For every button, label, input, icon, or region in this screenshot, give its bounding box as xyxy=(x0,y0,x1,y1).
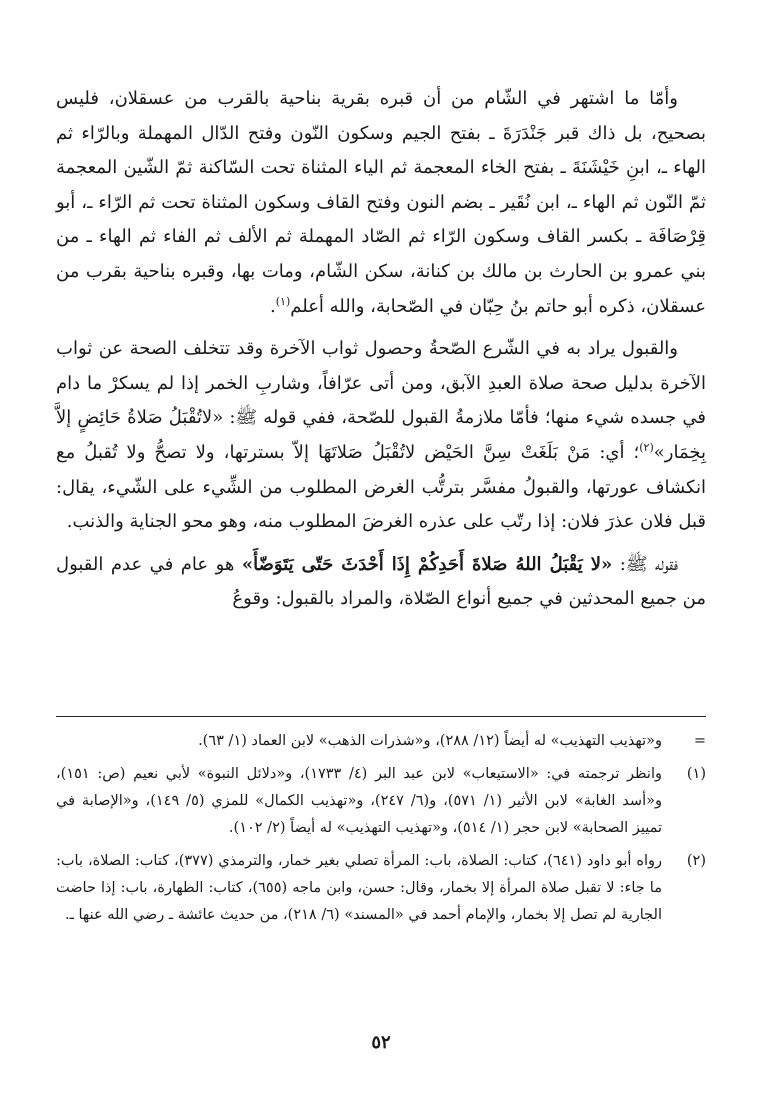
paragraph-1 xyxy=(56,82,706,324)
paragraph-3 xyxy=(56,548,706,617)
paragraph-3-text-a: فقوله ﷺ: xyxy=(612,553,678,575)
paragraph-2-text-a: والقبول يراد به في الشّرع الصّحةُ وحصول ثواب الآخرة وقد تتخلف الصحة عن ثواب الآخرة بدليل صحة صلاة العبدِ الآبق، ومن أتى عرّافاً، وشاربِ الخمر إذا لم يسكرْ ما دام في جسده شيء منها؛ فأمّا ملازمةُ القبول للصّحة، ففي قوله ﷺ: «لاتُقْبَلُ صَلاةُ حَائِضٍ إلاَّ بِخِمَار» xyxy=(56,338,706,463)
footnote-text: رواه أبو داود (٦٤١)، كتاب: الصلاة، باب: المرأة تصلي بغير خمار، والترمذي (٣٧٧)، كتاب: الصلاة، باب: ما جاء: لا تقبل صلاة المرأة إلا بخمار، وقال: حسن، وابن ماجه (٦٥٥)، كتاب: الطهارة، باب: إذا حاضت الجارية لم تصل إلا بخمار، والإمام أحمد في «المسند» (٦/ ٢١٨)، من حديث عائشة ـ رضي الله عنها ـ. xyxy=(56,853,662,923)
footnote-1 xyxy=(56,761,706,842)
paragraph-2-text-b: ؛ أي: مَنْ بَلَغَتْ سِنَّ الحَيْض لاتُقْبَلُ صَلاتَهَا إلاّ بسترتها، ولا تصحُّ ولا تُقبلُ مع انكشاف عورتها، والقبولُ مفسَّر بترتُّب الغرض المطلوب من الشِّيء على الشّيء، يقال: قبل فلان عذرَ فلان: إذا رتّب على عذره الغرضَ المطلوب منه، وهو محو الجناية والذنب. xyxy=(56,441,706,533)
main-text xyxy=(56,82,706,617)
paragraph-2 xyxy=(56,332,706,540)
hadith-quote: «لا يَقْبَلُ اللهُ صَلاةَ أَحَدِكُمْ إِذَا أَحْدَثَ حَتّى يَتَوَضّأَ» xyxy=(241,553,613,575)
footnote-continuation xyxy=(56,728,706,755)
footnote-divider xyxy=(56,716,706,717)
footnote-text: وانظر ترجمته في: «الاستيعاب» لابن عبد البر (٤/ ١٧٣٣)، و«دلائل النبوة» لأبي نعيم (ص: ١٥١)، و«أسد الغابة» لابن الأثير (١/ ٥٧١)، و(٦/ ٢٤٧)، و«تهذيب الكمال» للمزي (٥/ ١٤٩)، و«الإصابة في تمييز الصحابة» لابن حجر (١/ ٥١٤)، و«تهذيب التهذيب» له أيضاً (٢/ ١٠٢). xyxy=(56,766,662,836)
footnote-text: و«تهذيب التهذيب» له أيضاً (١٢/ ٢٨٨)، و«شذرات الذهب» لابن العماد (١/ ٦٣). xyxy=(198,733,662,749)
footnotes-section xyxy=(56,728,706,935)
paragraph-1-text: وأمّا ما اشتهر في الشّام من أن قبره بقرية بناحية بالقرب من عسقلان، فليس بصحيح، بل ذاك قبر جَنْدَرَةَ ـ بفتح الجيم وسكون النّون وفتح الدّال المهملة وبالرّاء ثم الهاء ـ، ابنِ خَيْشَنَةَ ـ بفتح الخاء المعجمة ثم الياء المثناة تحت السّاكنة ثمّ الشّين المعجمة ثمّ النّون ثم الهاء ـ، ابن نُقَير ـ بضم النون وفتح القاف وسكون المثناة تحت ثم الرّاء ـ، أبو قِرْصَافَة ـ بكسر القاف وسكون الرّاء ثم الصّاد المهملة ثم الألف ثم الفاء ثم الهاء ـ من بني عمرو بن الحارث بن مالك بن كنانة، سكن الشّام، ومات بها، وقبره بناحية بقرب من عسقلان، ذكره أبو حاتم بنُ حِبّان في الصّحابة، والله أعلم xyxy=(56,88,706,317)
paragraph-3-text-b: هو عام في عدم القبول من جميع المحدثين في جميع أنواع الصّلاة، والمراد بالقبول: وقوعُ xyxy=(56,553,706,610)
footnote-ref-2[interactable]: (٢) xyxy=(639,440,654,454)
paragraph-1-end: . xyxy=(270,295,276,317)
footnote-number: (٢) xyxy=(686,853,706,869)
footnote-marker: = xyxy=(693,733,706,749)
page-number: ٥٢ xyxy=(371,1032,391,1053)
footnote-number: (١) xyxy=(686,766,706,782)
footnote-ref-1[interactable]: (١) xyxy=(275,294,291,308)
footnote-2 xyxy=(56,848,706,929)
